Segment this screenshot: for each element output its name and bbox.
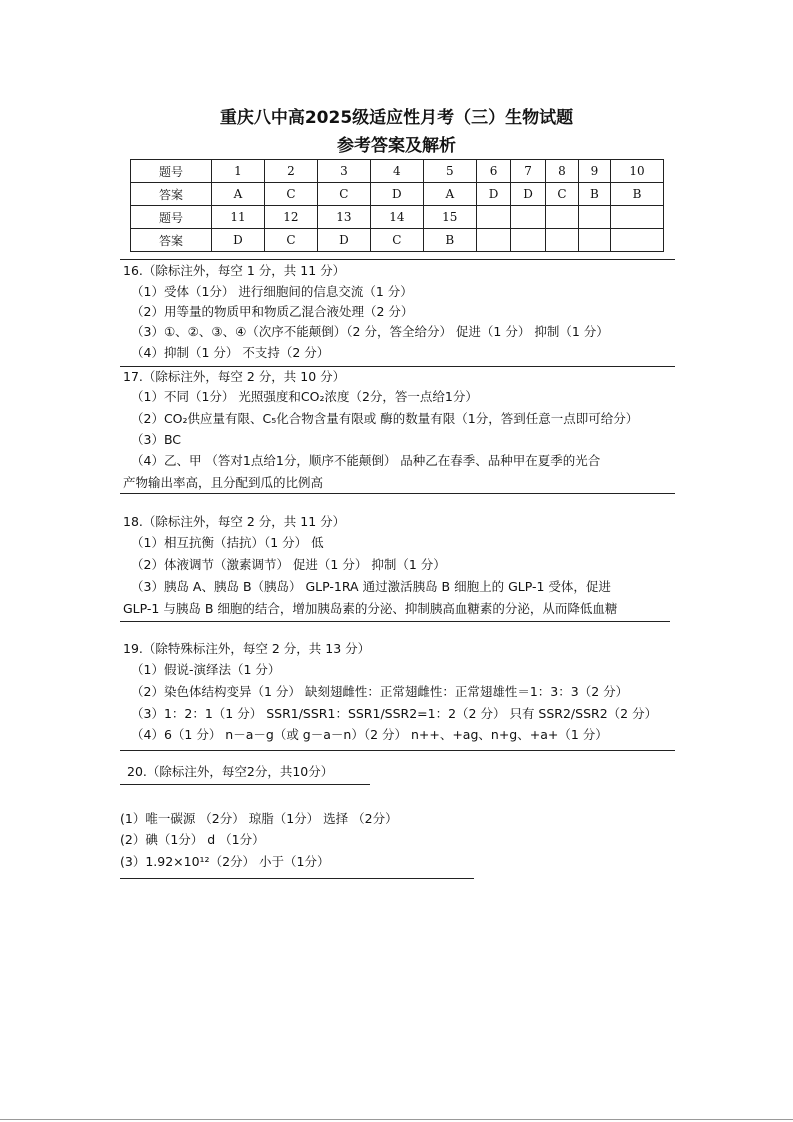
divider — [120, 493, 675, 494]
table-cell — [511, 206, 546, 229]
q19-line-1: （1）假说-演绎法（1 分） — [131, 662, 281, 677]
q19-line-2: （2）染色体结构变异（1 分） 缺刻翅雌性：正常翅雌性：正常翅雄性＝1：3：3（2 分） — [131, 684, 629, 699]
table-cell — [511, 229, 546, 252]
q18-line-2: （2）体液调节（激素调节） 促进（1 分） 抑制（1 分） — [131, 557, 446, 572]
table-cell: 13 — [317, 206, 370, 229]
table-cell: D — [476, 183, 511, 206]
table-cell — [476, 229, 511, 252]
table-cell — [578, 229, 610, 252]
q17-line-2: （2）CO₂供应量有限、C₅化合物含量有限或 酶的数量有限（1分，答到任意一点即可给分） — [131, 411, 639, 426]
q18-line-4: GLP-1 与胰岛 B 细胞的结合，增加胰岛素的分泌、抑制胰高血糖素的分泌，从而降低血糖 — [123, 601, 618, 616]
table-cell — [578, 206, 610, 229]
page-title: 重庆八中高2025级适应性月考（三）生物试题 — [219, 108, 574, 128]
q20-header: 20.（除标注外，每空2分，共10分） — [127, 764, 334, 779]
table-cell — [476, 206, 511, 229]
table-cell: 1 — [212, 160, 265, 183]
table-cell: 5 — [423, 160, 476, 183]
table-row — [131, 229, 664, 252]
q20-line-1: (1）唯一碳源 （2分） 琼脂（1分） 选择 （2分） — [120, 811, 398, 826]
table-cell: 7 — [511, 160, 546, 183]
table-cell: 11 — [212, 206, 265, 229]
table-cell: D — [370, 183, 423, 206]
table-cell: C — [317, 183, 370, 206]
q16-line-4: （4）抑制（1 分） 不支持（2 分） — [131, 345, 330, 360]
q20-line-2: (2）碘（1分） d （1分） — [120, 832, 265, 847]
table-cell: 6 — [476, 160, 511, 183]
divider — [120, 878, 474, 879]
table-cell: 15 — [423, 206, 476, 229]
table-cell: A — [423, 183, 476, 206]
q17-line-4: （4）乙、甲 （答对1点给1分，顺序不能颠倒） 品种乙在春季、品种甲在夏季的光合 — [131, 453, 601, 468]
table-header-cell: 题号 — [131, 206, 212, 229]
table-row — [131, 160, 664, 183]
table-cell: 3 — [317, 160, 370, 183]
table-row — [131, 183, 664, 206]
q17-line-3: （3）BC — [131, 432, 182, 447]
table-cell — [545, 206, 578, 229]
table-cell: 10 — [610, 160, 663, 183]
table-cell: 9 — [578, 160, 610, 183]
q20-line-3: (3）1.92×10¹²（2分） 小于（1分） — [120, 854, 330, 869]
table-cell: C — [370, 229, 423, 252]
table-cell: C — [264, 183, 317, 206]
table-header-cell: 答案 — [131, 183, 212, 206]
page-bottom-edge — [0, 1119, 793, 1120]
q18-line-1: （1）相互抗衡（拮抗）（1 分） 低 — [131, 535, 324, 550]
table-cell: 12 — [264, 206, 317, 229]
q16-line-3: （3）①、②、③、④（次序不能颠倒）（2 分，答全给分） 促进（1 分） 抑制（1 分） — [131, 324, 609, 339]
q16-header: 16.（除标注外，每空 1 分，共 11 分） — [123, 263, 346, 278]
table-cell — [545, 229, 578, 252]
table-cell: C — [545, 183, 578, 206]
q16-line-1: （1）受体（1分） 进行细胞间的信息交流（1 分） — [131, 284, 413, 299]
table-cell: 14 — [370, 206, 423, 229]
divider — [120, 366, 675, 367]
table-cell: D — [511, 183, 546, 206]
divider — [120, 621, 670, 622]
table-cell: D — [212, 229, 265, 252]
answer-table — [130, 159, 664, 252]
table-row — [131, 206, 664, 229]
q19-line-4: （4）6（1 分） n－a－g（或 g－a－n）（2 分） n++、+ag、n+g、+a+（1 分） — [131, 727, 608, 742]
table-cell: D — [317, 229, 370, 252]
table-cell: C — [264, 229, 317, 252]
table-cell: 2 — [264, 160, 317, 183]
page-subtitle: 参考答案及解析 — [337, 136, 456, 156]
q19-line-3: （3）1：2：1（1 分） SSR1/SSR1：SSR1/SSR2=1：2（2 分） 只有 SSR2/SSR2（2 分） — [131, 706, 658, 721]
q18-header: 18.（除标注外，每空 2 分，共 11 分） — [123, 514, 346, 529]
table-header-cell: 题号 — [131, 160, 212, 183]
table-cell: B — [423, 229, 476, 252]
q18-line-3: （3）胰岛 A、胰岛 B（胰岛） GLP-1RA 通过激活胰岛 B 细胞上的 GLP-1 受体，促进 — [131, 579, 611, 594]
table-cell: B — [578, 183, 610, 206]
table-cell: 4 — [370, 160, 423, 183]
q16-line-2: （2）用等量的物质甲和物质乙混合液处理（2 分） — [131, 304, 414, 319]
table-header-cell: 答案 — [131, 229, 212, 252]
table-cell: B — [610, 183, 663, 206]
q19-header: 19.（除特殊标注外，每空 2 分，共 13 分） — [123, 641, 371, 656]
divider — [120, 784, 370, 785]
divider — [120, 259, 675, 260]
q17-header: 17.（除标注外，每空 2 分，共 10 分） — [123, 369, 346, 384]
table-cell: 8 — [545, 160, 578, 183]
q17-line-5: 产物输出率高，且分配到瓜的比例高 — [123, 475, 324, 490]
q17-line-1: （1）不同（1分） 光照强度和CO₂浓度（2分，答一点给1分） — [131, 389, 478, 404]
table-cell: A — [212, 183, 265, 206]
divider — [120, 750, 675, 751]
table-cell — [610, 229, 663, 252]
table-cell — [610, 206, 663, 229]
